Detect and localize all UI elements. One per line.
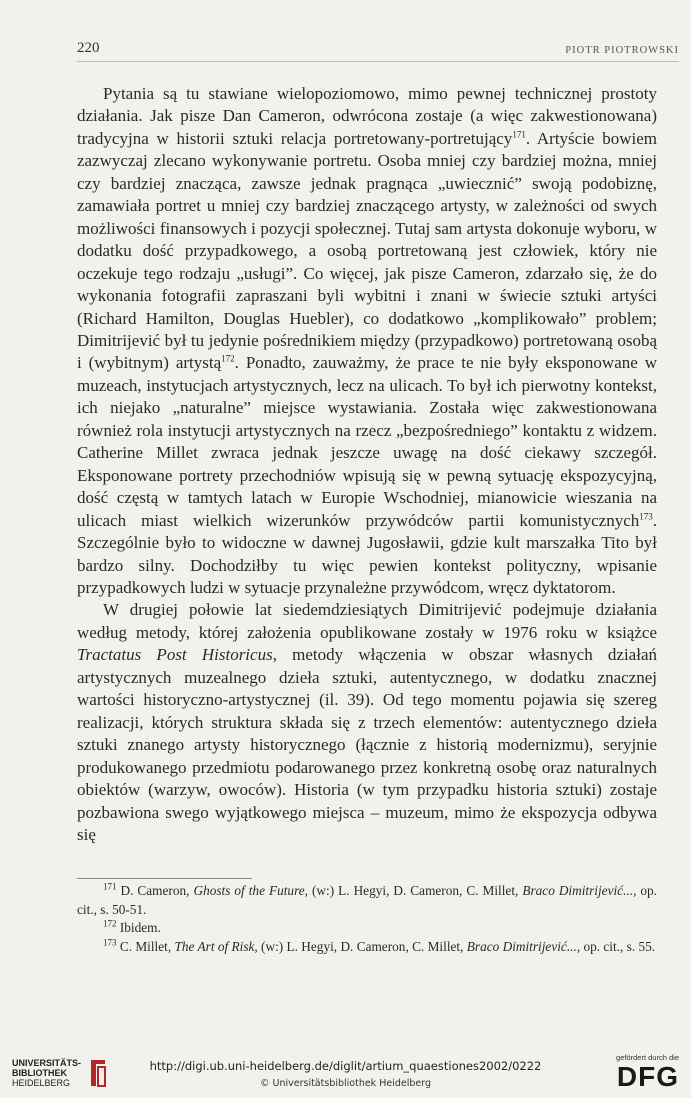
funded-by-text: gefördert durch die	[616, 1053, 679, 1062]
book-title: Tractatus Post Historicus	[77, 645, 273, 665]
text-run: , metody włączenia w obszar własnych działań artystycznych muzealnego dzieła sztuki, autentycznego, w dodatku znacznej wartości historyczno-artystycznej (il. 39). Od tego momentu pojawia się szereg realizacji, których struktura składa się z trzech elementów: autentycznego dzieła sztuki znanego artysty historycznego (łącznie z historią modernizmu), seryjnie produkowanego przedmiotu podarowanego przez konkretną osobę oraz naturalnych obiektów (warzyw, owoców). Historia (w tym przypadku historia sztuki) zostaje pozbawiona swego wyjątkowego miejsca – muzeum, mimo że ekspozycja odbywa się	[77, 645, 657, 844]
text-run: D. Cameron,	[116, 883, 194, 898]
copyright-notice: © Universitätsbibliothek Heidelberg	[259, 1078, 431, 1089]
text-run: . Szczególnie było to widoczne w dawnej Jugosławii, gdzie kult marszałka Tito był bardzo silny. Dochodziłby tu więc pewien kontekst polityczny, wpisanie przypadkowych ludzi w sytuacje przynależne przywódcom, wręcz dyktatorom.	[77, 510, 657, 597]
footnote-171	[77, 882, 657, 919]
text-run: (w:) L. Hegyi, D. Cameron, C. Millet,	[308, 883, 523, 898]
dfg-block	[616, 1053, 679, 1092]
text-run: , op. cit., s. 55.	[576, 938, 656, 954]
cited-title: Braco Dimitrijević...	[466, 938, 577, 954]
text-run: Pytania są tu stawiane wielopoziomowo, mimo pewnej technicznej prostoty działania. Jak pisze Dan Cameron, odwrócona zostaje (a więc zakwestionowana) tradycyjna w historii sztuki relacja portretowany-portretujący	[77, 84, 657, 148]
footnote-ref-171[interactable]: 171	[512, 129, 526, 140]
footnote-ref-173[interactable]: 173	[639, 510, 653, 521]
library-name-line-2: BIBLIOTHEK	[12, 1068, 67, 1078]
library-name-line-1: UNIVERSITÄTS-	[12, 1058, 82, 1068]
text-run: Ibidem.	[116, 920, 161, 935]
dfg-logo[interactable]: DFG	[616, 1061, 679, 1092]
footnote-number: 173	[103, 937, 117, 948]
cited-title: Ghosts of the Future,	[193, 883, 308, 898]
text-run: C. Millet,	[116, 938, 175, 954]
paragraph-2	[77, 599, 657, 846]
text-run: . Artyście bowiem zazwyczaj zlecano wykonywanie portretu. Osoba mniej czy bardziej można, mniej czy bardziej znacząca, zawsze jednak pragnąca „uwiecznić” swoją podobiznę, zamawiała portret u mniej czy bardziej znaczącego artysty, w zależności od swych możliwości finansowych i pozycji społecznej. Tutaj sam artysta dokonuje wyboru, w dodatku dość przypadkowego, a osobą portretowaną jest człowiek, który nie oczekuje tego rodzaju „usługi”. Co więcej, jak pisze Cameron, zdarzało się, że do wykonania fotografii zapraszani byli wybitni i znani w świecie sztuki artyści (Richard Hamilton, Douglas Huebler), co dodatkowo „komplikowało” problem; Dimitrijević był tu jedynie pośrednikiem między (przypadkowo) portretowaną osobą i (wybitnym) artystą	[77, 128, 658, 373]
text-run: . Ponadto, zauważmy, że prace te nie były eksponowane w muzeach, instytucjach artystycznych, lecz na ulicach. To był ich pierwotny kontekst, ich niejako „naturalne” miejsce wystawiania. Została więc zakwestionowana również rola instytucji artystycznych na rzecz „bezpośredniego” kontaktu z widzem. Catherine Millet zwraca jednak jeszcze uwagę na dość ciekawy szczegół. Eksponowane portrety przechodniów wpisują się w pewną sytuację ekspozycyjną, dość częstą w tamtych latach w Europie Wschodniej, mianowicie wieszania na ulicach miast wielkich wizerunków przywódców partii komunistycznych	[77, 353, 657, 530]
footnote-173	[77, 938, 657, 957]
footnote-ref-172[interactable]: 172	[221, 353, 235, 364]
cited-title: The Art of Risk	[174, 938, 255, 954]
paragraph-1	[77, 83, 657, 599]
page-number: 220	[77, 40, 100, 56]
permalink-url[interactable]: http://digi.ub.uni-heidelberg.de/diglit/artium_quaestiones2002/0222	[149, 1059, 542, 1073]
text-run: , op. cit., s. 50-51.	[77, 883, 657, 917]
footnote-rule	[77, 878, 252, 879]
cited-title: Braco Dimitrijević...	[522, 883, 634, 898]
running-head: PIOTR PIOTROWSKI	[565, 45, 679, 56]
footnote-number: 171	[103, 881, 117, 892]
header-rule	[77, 61, 679, 62]
footnotes	[77, 882, 657, 956]
main-text	[77, 83, 657, 846]
footer-bar	[0, 1050, 691, 1098]
text-run: W drugiej połowie lat siedemdziesiątych Dimitrijević podejmuje działania według metody, której założenia opublikowane zostały w 1976 roku w książce	[77, 600, 657, 642]
library-city: HEIDELBERG	[12, 1078, 71, 1088]
footnote-172	[77, 919, 657, 938]
footnote-number: 172	[103, 918, 117, 929]
text-run: , (w:) L. Hegyi, D. Cameron, C. Millet,	[254, 938, 467, 954]
